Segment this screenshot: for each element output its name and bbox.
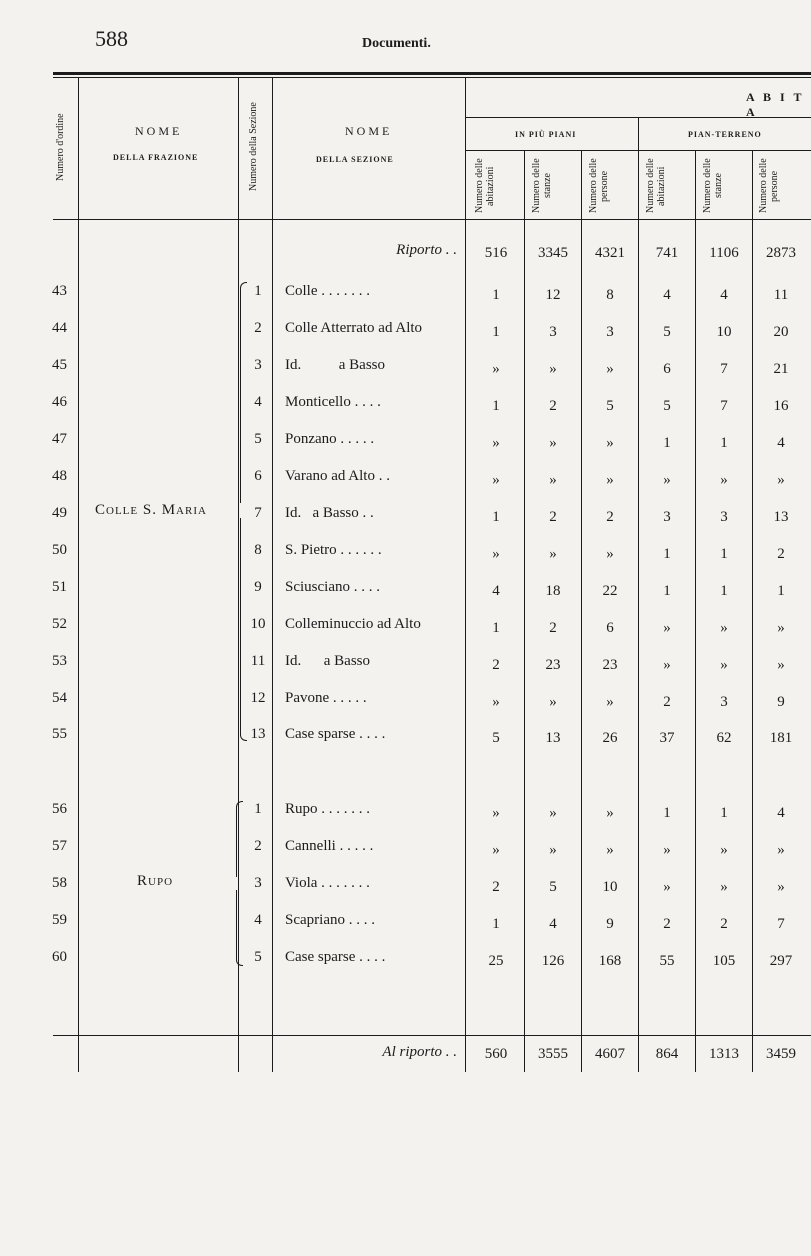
row-sezione-num: 3 <box>254 357 262 373</box>
row-value: » <box>606 546 614 562</box>
row-ordine: 58 <box>52 875 67 891</box>
header-abitazioni: Numero delle abitazioni <box>645 158 667 214</box>
row-value: » <box>549 546 557 562</box>
row-ordine: 44 <box>52 320 67 336</box>
row-value: » <box>663 657 671 673</box>
row-value: 2 <box>606 509 614 525</box>
row-value: 4 <box>720 287 728 303</box>
header-group-pian-terreno: PIAN-TERRENO <box>688 130 762 139</box>
header-group-piu-piani: IN PIÙ PIANI <box>515 130 577 139</box>
row-value: 5 <box>549 879 557 895</box>
row-ordine: 43 <box>52 283 67 299</box>
row-value: » <box>492 472 500 488</box>
row-value: » <box>663 879 671 895</box>
total-rule <box>53 1035 811 1036</box>
row-value: 2 <box>663 916 671 932</box>
row-value: 9 <box>606 916 614 932</box>
row-value: 4 <box>663 287 671 303</box>
row-value: 5 <box>492 730 500 746</box>
header-abitazioni: Numero delle abitazioni <box>474 158 496 214</box>
header-numero-sezione: Numero della Sezione <box>248 102 259 191</box>
row-value: 1 <box>663 583 671 599</box>
row-ordine: 57 <box>52 838 67 854</box>
row-sezione-num: 4 <box>254 912 262 928</box>
row-value: » <box>777 879 785 895</box>
header-stanze: Numero delle stanze <box>531 158 553 214</box>
row-value: » <box>720 472 728 488</box>
row-value: 297 <box>769 953 793 969</box>
row-value: » <box>720 620 728 636</box>
row-sezione-name: Viola . . . . . . . <box>285 875 370 891</box>
running-head: Documenti. <box>362 36 431 51</box>
row-value: 3 <box>549 324 557 340</box>
total-value: 3555 <box>538 1046 568 1062</box>
row-value: » <box>492 435 500 451</box>
row-value: » <box>492 805 500 821</box>
row-value: 1 <box>492 398 500 414</box>
row-value: » <box>720 657 728 673</box>
total-value: 2873 <box>766 245 796 261</box>
row-sezione-num: 2 <box>254 838 262 854</box>
row-value: 1 <box>777 583 785 599</box>
row-sezione-name: Rupo . . . . . . . <box>285 801 371 817</box>
row-value: » <box>777 620 785 636</box>
row-value: » <box>549 435 557 451</box>
row-value: 1 <box>720 805 728 821</box>
row-value: 4 <box>549 916 557 932</box>
row-value: 3 <box>663 509 671 525</box>
row-value: » <box>549 805 557 821</box>
row-value: 168 <box>598 953 622 969</box>
row-sezione-num: 13 <box>250 726 266 742</box>
row-sezione-num: 11 <box>250 653 266 669</box>
row-value: » <box>606 361 614 377</box>
row-value: 2 <box>492 657 500 673</box>
row-sezione-num: 5 <box>254 431 262 447</box>
total-value: 4607 <box>595 1046 625 1062</box>
row-value: 18 <box>545 583 561 599</box>
row-value: 9 <box>777 694 785 710</box>
header-persone: Numero delle persone <box>588 158 610 214</box>
header-frazione-title: NOME <box>135 124 183 138</box>
row-value: 2 <box>777 546 785 562</box>
row-sezione-num: 4 <box>254 394 262 410</box>
row-value: » <box>492 694 500 710</box>
row-value: 2 <box>663 694 671 710</box>
row-sezione-num: 2 <box>254 320 262 336</box>
row-sezione-name: Monticello . . . . <box>285 394 381 410</box>
row-value: » <box>606 805 614 821</box>
header-frazione-sub: DELLA FRAZIONE <box>113 153 199 162</box>
row-value: 37 <box>659 730 675 746</box>
row-value: » <box>606 435 614 451</box>
row-ordine: 55 <box>52 726 67 742</box>
col-rule <box>465 77 466 1072</box>
row-value: » <box>606 842 614 858</box>
row-value: 3 <box>606 324 614 340</box>
row-sezione-name: Id. a Basso <box>285 357 385 373</box>
row-value: 7 <box>777 916 785 932</box>
row-value: 1 <box>492 916 500 932</box>
row-value: 1 <box>720 435 728 451</box>
brace-bottom <box>236 890 243 966</box>
total-value: 1106 <box>709 245 739 261</box>
row-ordine: 52 <box>52 616 67 632</box>
row-sezione-name: Ponzano . . . . . <box>285 431 375 447</box>
row-value: 20 <box>773 324 789 340</box>
row-value: 3 <box>720 694 728 710</box>
row-value: 2 <box>720 916 728 932</box>
row-value: 10 <box>716 324 732 340</box>
row-sezione-num: 1 <box>254 801 262 817</box>
row-value: 55 <box>659 953 675 969</box>
row-value: 5 <box>606 398 614 414</box>
header-bottom-rule <box>53 219 811 220</box>
row-sezione-name: S. Pietro . . . . . . <box>285 542 382 558</box>
row-ordine: 51 <box>52 579 67 595</box>
row-value: 7 <box>720 398 728 414</box>
row-value: » <box>777 472 785 488</box>
row-sezione-num: 1 <box>254 283 262 299</box>
row-value: 105 <box>712 953 736 969</box>
row-sezione-num: 10 <box>250 616 266 632</box>
row-value: » <box>549 694 557 710</box>
row-value: 25 <box>488 953 504 969</box>
col-rule <box>272 77 273 1072</box>
row-sezione-num: 7 <box>254 505 262 521</box>
row-value: 13 <box>773 509 789 525</box>
row-ordine: 48 <box>52 468 67 484</box>
row-value: 1 <box>663 435 671 451</box>
row-value: 2 <box>549 398 557 414</box>
total-value: 3345 <box>538 245 568 261</box>
total-value: 4321 <box>595 245 625 261</box>
row-value: 12 <box>545 287 561 303</box>
total-value: 1313 <box>709 1046 739 1062</box>
row-value: 1 <box>663 546 671 562</box>
total-value: 864 <box>655 1046 679 1062</box>
row-value: » <box>606 472 614 488</box>
row-value: » <box>777 657 785 673</box>
row-value: » <box>549 361 557 377</box>
row-value: 4 <box>492 583 500 599</box>
row-value: 3 <box>720 509 728 525</box>
row-ordine: 45 <box>52 357 67 373</box>
header-sezione-title: NOME <box>345 124 393 138</box>
row-sezione-num: 9 <box>254 579 262 595</box>
row-value: » <box>549 842 557 858</box>
row-value: 1 <box>720 546 728 562</box>
row-sezione-num: 5 <box>254 949 262 965</box>
header-sezione-sub: DELLA SEZIONE <box>316 155 394 164</box>
frazione-name: Colle S. Maria <box>95 502 207 518</box>
header-numero-ordine: Numero d'ordine <box>55 113 66 181</box>
row-value: 26 <box>602 730 618 746</box>
top-rule <box>53 72 811 75</box>
row-sezione-name: Sciusciano . . . . <box>285 579 380 595</box>
row-value: 8 <box>606 287 614 303</box>
al-riporto-label: Al riporto . . <box>382 1044 457 1060</box>
row-value: 6 <box>663 361 671 377</box>
row-value: 6 <box>606 620 614 636</box>
row-value: 62 <box>716 730 732 746</box>
row-sezione-name: Cannelli . . . . . <box>285 838 374 854</box>
row-sezione-name: Colle Atterrato ad Alto <box>285 320 423 336</box>
row-value: 1 <box>492 324 500 340</box>
row-value: 11 <box>773 287 789 303</box>
row-value: 10 <box>602 879 618 895</box>
row-value: 23 <box>545 657 561 673</box>
row-ordine: 49 <box>52 505 67 521</box>
row-sezione-name: Id. a Basso . . <box>285 505 374 521</box>
header-stanze: Numero delle stanze <box>702 158 724 214</box>
total-value: 516 <box>484 245 508 261</box>
frazione-name: Rupo <box>137 873 174 889</box>
row-sezione-num: 6 <box>254 468 262 484</box>
row-sezione-name: Scapriano . . . . <box>285 912 375 928</box>
row-value: 126 <box>541 953 565 969</box>
row-ordine: 53 <box>52 653 67 669</box>
row-sezione-name: Pavone . . . . . <box>285 690 367 706</box>
top-rule-thin <box>53 77 811 78</box>
row-value: » <box>777 842 785 858</box>
col-rule <box>78 77 79 1072</box>
row-value: 181 <box>769 730 793 746</box>
row-value: 7 <box>720 361 728 377</box>
row-value: 2 <box>549 620 557 636</box>
row-value: 13 <box>545 730 561 746</box>
row-value: 5 <box>663 324 671 340</box>
row-ordine: 60 <box>52 949 67 965</box>
row-value: 2 <box>549 509 557 525</box>
row-ordine: 59 <box>52 912 67 928</box>
row-value: » <box>492 361 500 377</box>
row-value: » <box>492 842 500 858</box>
riporto-label: Riporto . . <box>396 242 457 258</box>
page-number: 588 <box>95 26 128 51</box>
row-value: » <box>549 472 557 488</box>
header-abita: A B I T A <box>746 90 805 119</box>
row-sezione-name: Varano ad Alto . . <box>285 468 390 484</box>
row-ordine: 47 <box>52 431 67 447</box>
row-value: 5 <box>663 398 671 414</box>
row-value: 4 <box>777 435 785 451</box>
row-value: 2 <box>492 879 500 895</box>
row-value: 1 <box>492 287 500 303</box>
row-value: 1 <box>663 805 671 821</box>
row-sezione-name: Case sparse . . . . <box>285 726 386 742</box>
row-value: 23 <box>602 657 618 673</box>
row-sezione-num: 12 <box>250 690 266 706</box>
row-value: » <box>720 842 728 858</box>
total-value: 741 <box>655 245 679 261</box>
row-value: 22 <box>602 583 618 599</box>
row-value: 1 <box>492 620 500 636</box>
row-value: » <box>492 546 500 562</box>
brace-top <box>236 801 243 877</box>
row-sezione-name: Case sparse . . . . <box>285 949 386 965</box>
total-value: 560 <box>484 1046 508 1062</box>
row-value: 1 <box>720 583 728 599</box>
row-value: 21 <box>773 361 789 377</box>
row-value: » <box>606 694 614 710</box>
row-value: 1 <box>492 509 500 525</box>
row-value: » <box>663 472 671 488</box>
row-sezione-num: 3 <box>254 875 262 891</box>
row-sezione-name: Colle . . . . . . . <box>285 283 370 299</box>
row-ordine: 56 <box>52 801 67 817</box>
row-ordine: 46 <box>52 394 67 410</box>
row-value: » <box>663 842 671 858</box>
row-value: » <box>720 879 728 895</box>
row-sezione-name: Colleminuccio ad Alto <box>285 616 421 632</box>
row-ordine: 50 <box>52 542 67 558</box>
row-sezione-name: Id. a Basso <box>285 653 370 669</box>
row-value: 16 <box>773 398 789 414</box>
total-value: 3459 <box>766 1046 796 1062</box>
header-persone: Numero delle persone <box>758 158 780 214</box>
row-ordine: 54 <box>52 690 67 706</box>
row-sezione-num: 8 <box>254 542 262 558</box>
row-value: » <box>663 620 671 636</box>
row-value: 4 <box>777 805 785 821</box>
